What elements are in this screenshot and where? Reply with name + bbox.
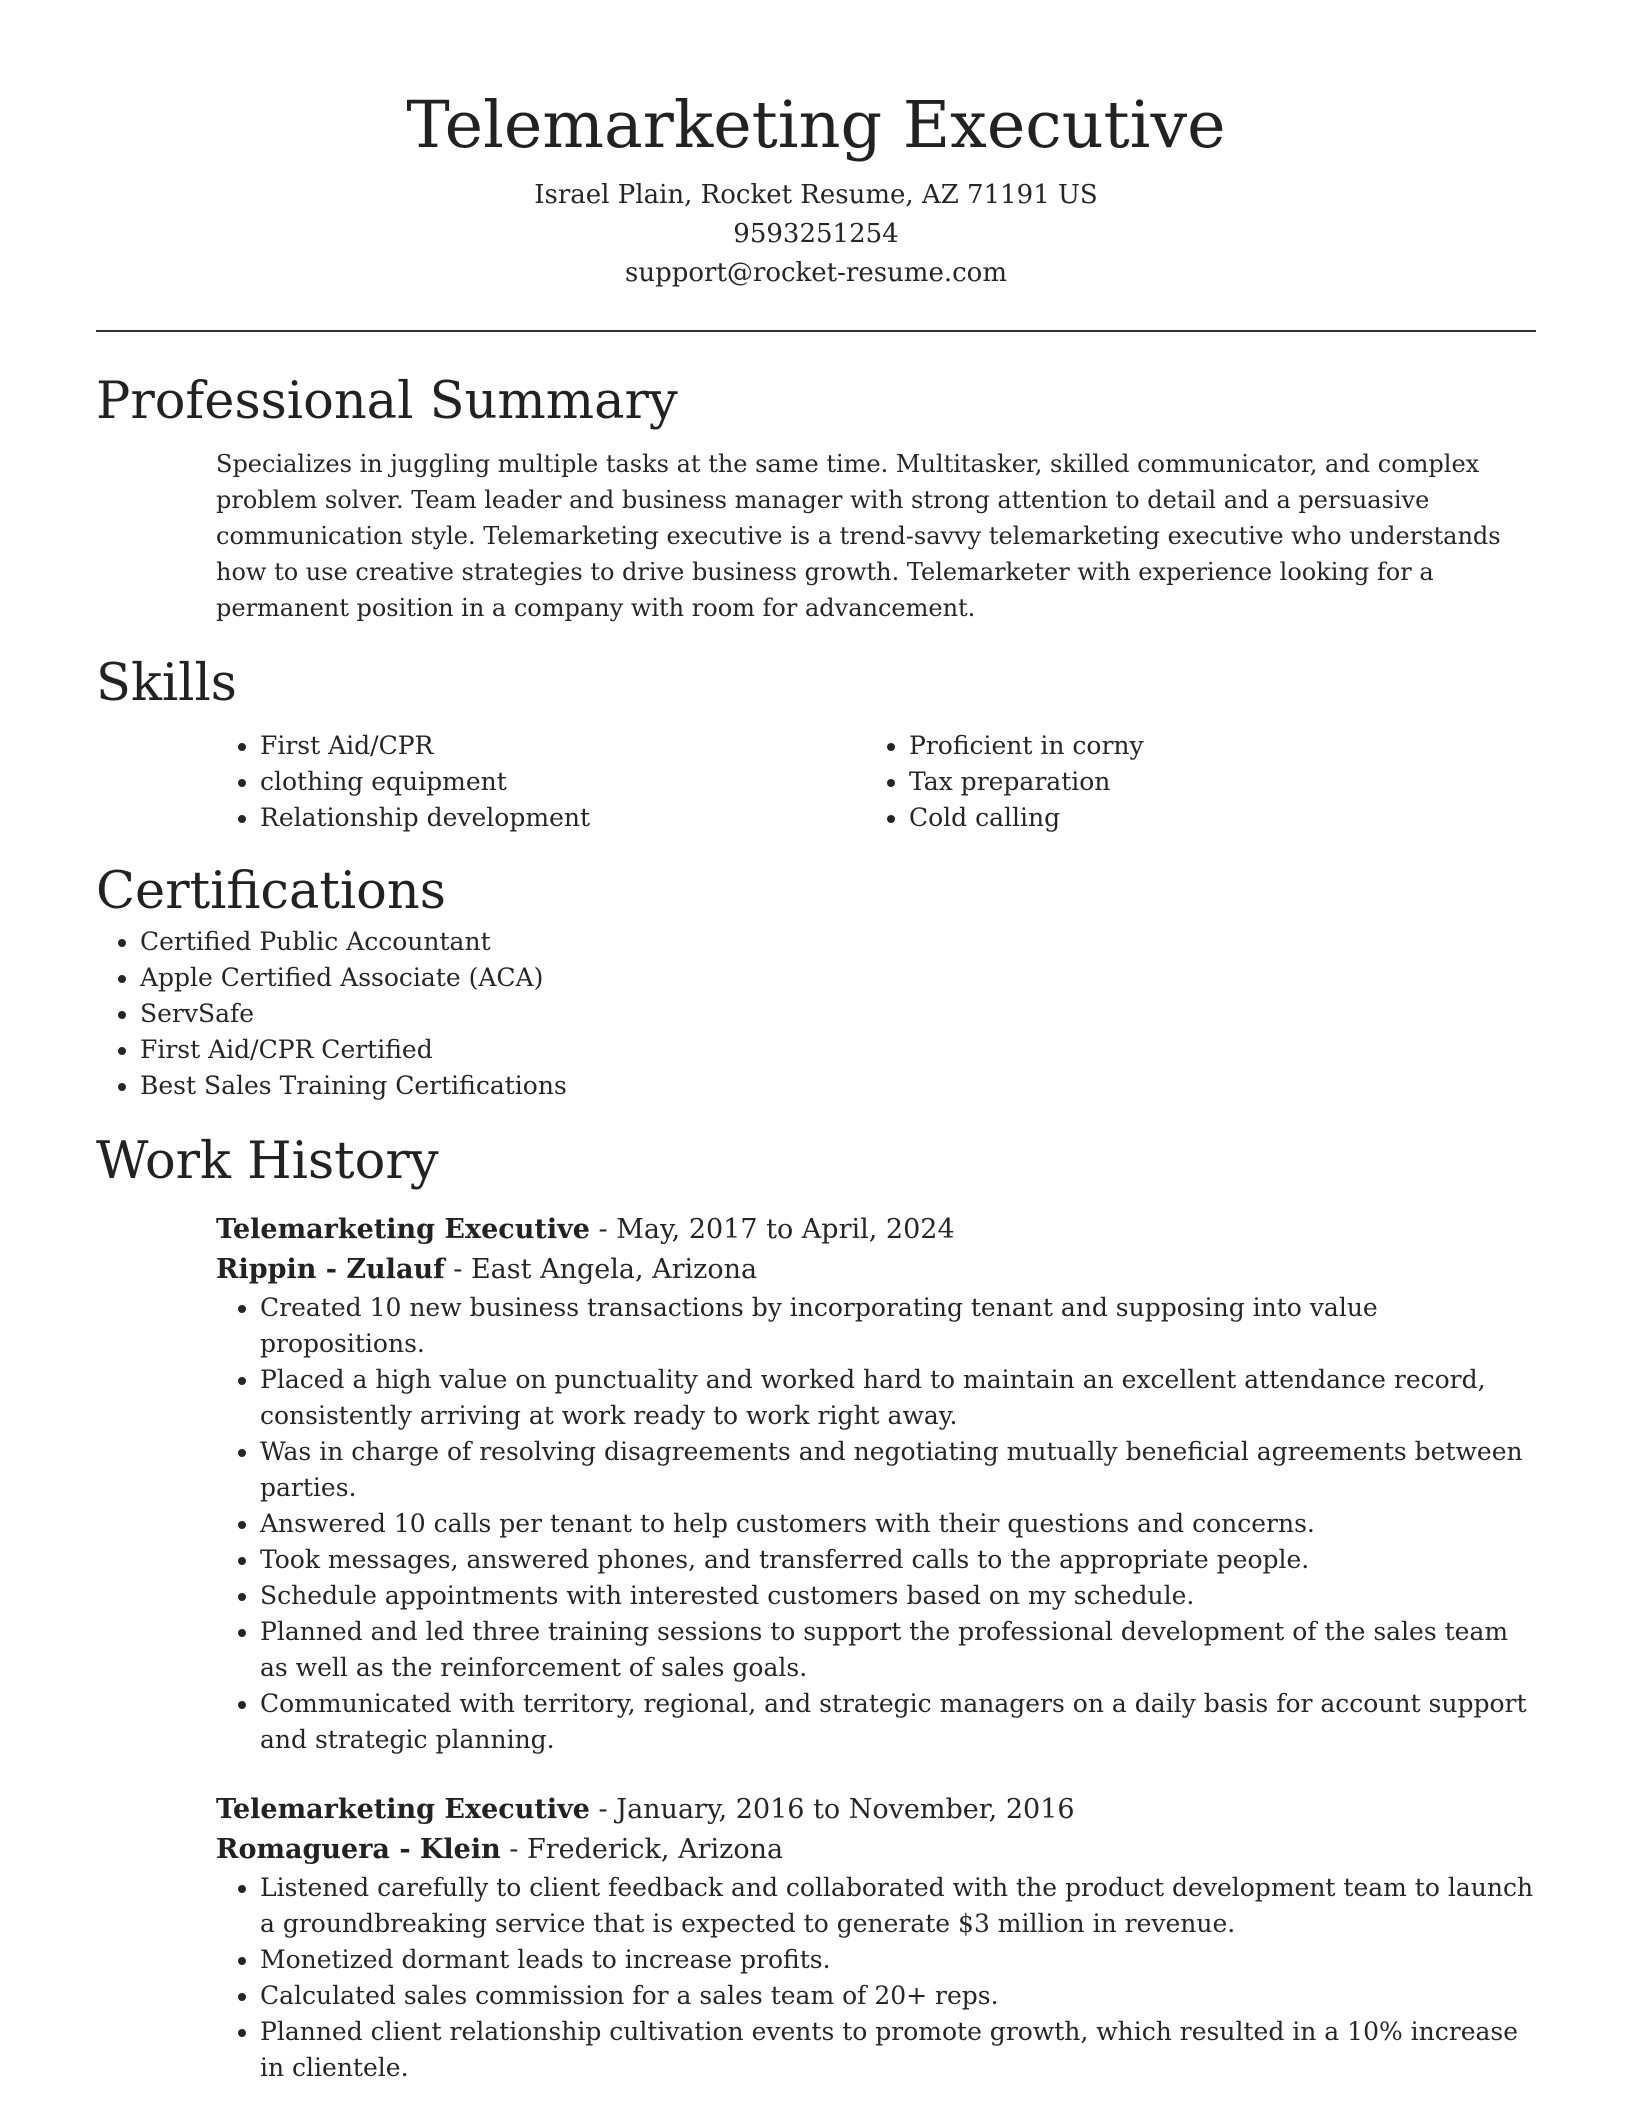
job-company: Rippin - Zulauf (216, 1254, 445, 1285)
job-duty-item: • Took messages, answered phones, and transferred calls to the appropriate people. (260, 1542, 1536, 1578)
job-company: Romaguera - Klein (216, 1834, 501, 1865)
job-duty-item: • Calculated sales commission for a sales team of 20+ reps. (260, 1978, 1536, 2014)
job-duties-list (216, 1870, 1536, 2086)
contact-block (96, 176, 1536, 293)
job-title-line (216, 1210, 1536, 1250)
summary-heading: Professional Summary (96, 372, 678, 431)
work-history-section (96, 1130, 1536, 2086)
job-duty-item: • Planned client relationship cultivation events to promote growth, which resulted in a 10% increase in clientele. (260, 2014, 1536, 2086)
certification-item: • ServSafe (140, 996, 1536, 1032)
certifications-heading: Certifications (96, 862, 446, 921)
job-dates: - January, 2016 to November, 2016 (589, 1794, 1075, 1825)
job-duty-item: • Created 10 new business transactions by incorporating tenant and supposing into value propositions. (260, 1290, 1536, 1362)
certifications-list (96, 924, 1536, 1104)
job-location: - Frederick, Arizona (500, 1834, 784, 1865)
job-entry (216, 1790, 1536, 2086)
certification-item: • Apple Certified Associate (ACA) (140, 960, 1536, 996)
contact-email: support@rocket-resume.com (624, 258, 1007, 288)
skills-list-left (216, 728, 865, 836)
certification-item: • Best Sales Training Certifications (140, 1068, 1536, 1104)
job-company-line (216, 1250, 1536, 1290)
skill-item: • Cold calling (909, 800, 1514, 836)
job-duty-item: • Answered 10 calls per tenant to help customers with their questions and concerns. (260, 1506, 1536, 1542)
summary-text: Specializes in juggling multiple tasks at the same time. Multitasker, skilled communicator, and complex problem solver. Team leader and business manager with strong attention to detail and a persuasive communication style. Telemarketing executive is a trend-savvy telemarketing executive who understands how to use creative strategies to drive business growth. Telemarketer with experience looking for a permanent position in a company with room for advancement. (216, 450, 1501, 622)
skills-heading: Skills (96, 654, 237, 713)
job-company-line (216, 1830, 1536, 1870)
job-duty-item: • Schedule appointments with interested customers based on my schedule. (260, 1578, 1536, 1614)
resume-header (96, 0, 1536, 293)
header-divider (96, 330, 1536, 332)
job-location: - East Angela, Arizona (444, 1254, 758, 1285)
skill-item: • clothing equipment (260, 764, 865, 800)
job-duty-item: • Listened carefully to client feedback and collaborated with the product development team to launch a groundbreaking service that is expected to generate $3 million in revenue. (260, 1870, 1536, 1942)
resume-name: Telemarketing Executive (406, 88, 1226, 163)
skills-grid (216, 728, 1536, 836)
skill-item: • First Aid/CPR (260, 728, 865, 764)
job-duty-item: • Placed a high value on punctuality and worked hard to maintain an excellent attendance record, consistently arriving at work ready to work right away. (260, 1362, 1536, 1434)
job-duty-item: • Planned and led three training sessions to support the professional development of the sales team as well as the reinforcement of sales goals. (260, 1614, 1536, 1686)
summary-section (96, 370, 1536, 626)
job-entry (216, 1210, 1536, 1758)
job-title-line (216, 1790, 1536, 1830)
skill-item: • Relationship development (260, 800, 865, 836)
certifications-section (96, 860, 1536, 1104)
skill-item: • Proficient in corny (909, 728, 1514, 764)
certification-item: • Certified Public Accountant (140, 924, 1536, 960)
work-history-heading: Work History (96, 1132, 439, 1191)
skills-section (96, 652, 1536, 836)
job-duty-item: • Was in charge of resolving disagreements and negotiating mutually beneficial agreements between parties. (260, 1434, 1536, 1506)
resume-page (96, 0, 1536, 2086)
certification-item: • First Aid/CPR Certified (140, 1032, 1536, 1068)
job-role: Telemarketing Executive (216, 1794, 590, 1825)
job-role: Telemarketing Executive (216, 1214, 590, 1245)
contact-phone: 9593251254 (733, 219, 899, 249)
contact-address: Israel Plain, Rocket Resume, AZ 71191 US (534, 180, 1098, 210)
job-dates: - May, 2017 to April, 2024 (589, 1214, 955, 1245)
job-duty-item: • Communicated with territory, regional, and strategic managers on a daily basis for account support and strategic planning. (260, 1686, 1536, 1758)
job-duties-list (216, 1290, 1536, 1758)
skill-item: • Tax preparation (909, 764, 1514, 800)
skills-list-right (865, 728, 1514, 836)
job-duty-item: • Monetized dormant leads to increase profits. (260, 1942, 1536, 1978)
